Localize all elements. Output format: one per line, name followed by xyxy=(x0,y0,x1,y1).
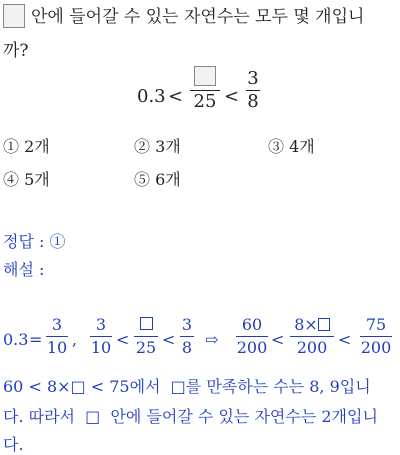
explanation-line-4: 다. xyxy=(3,435,24,454)
choice-mark: ① xyxy=(3,137,20,156)
eq-f4-den: 8 xyxy=(181,338,193,357)
question-line-1: 안에 들어갈 수 있는 자연수는 모두 몇 개입니 xyxy=(31,7,365,27)
eq-f6-den: 200 xyxy=(296,338,328,357)
eq-fraction-6 xyxy=(290,316,334,357)
eq-equals: = xyxy=(29,330,43,349)
eq-lt-3: < xyxy=(271,330,285,349)
eq-lt-1: < xyxy=(116,330,130,349)
choice-3[interactable] xyxy=(268,134,315,157)
eq-left: 0.3 xyxy=(3,330,29,349)
eq-blank-box-icon xyxy=(134,316,158,334)
eq-f6-num xyxy=(290,316,334,334)
ineq-lt-1: < xyxy=(168,86,184,107)
choice-text: 5개 xyxy=(24,170,50,189)
eq-f4-num: 3 xyxy=(181,315,193,334)
choice-mark: ④ xyxy=(3,170,20,189)
eq-f1-den: 10 xyxy=(46,338,68,357)
eq-fraction-2 xyxy=(90,316,112,357)
choice-mark: ③ xyxy=(268,137,285,156)
eq-fraction-7 xyxy=(360,316,392,357)
eq-f7-num: 75 xyxy=(365,315,387,334)
eq-lt-4: < xyxy=(338,330,352,349)
choice-text: 3개 xyxy=(155,137,181,156)
choice-text: 4개 xyxy=(289,137,315,156)
explanation-heading xyxy=(3,259,44,281)
choice-mark: ⑤ xyxy=(134,170,151,189)
choice-mark: ② xyxy=(134,137,151,156)
ineq-den-1: 25 xyxy=(193,91,217,112)
eq-f7-den: 200 xyxy=(360,338,392,357)
answer-line xyxy=(3,231,66,253)
blank-box-icon xyxy=(190,66,220,88)
ineq-left: 0.3 xyxy=(137,86,166,107)
answer-colon: : xyxy=(39,232,45,251)
eq-f5-den: 200 xyxy=(236,338,268,357)
eq-f3-den: 25 xyxy=(135,338,157,357)
eq-fraction-3 xyxy=(134,316,158,357)
choice-text: 6개 xyxy=(155,170,181,189)
answer-label: 정답 xyxy=(3,232,34,251)
question-line-2: 까? xyxy=(3,41,29,61)
eq-f6-blank-box-icon xyxy=(318,318,330,331)
ineq-num-2: 3 xyxy=(247,68,259,89)
arrow-icon: ⇨ xyxy=(205,330,219,349)
eq-fraction-1 xyxy=(46,316,68,357)
explanation-label: 해설 xyxy=(3,260,34,279)
eq-fraction-4 xyxy=(180,316,194,357)
question-inequality xyxy=(0,0,400,130)
explanation-line-3: 다. 따라서 □ 안에 들어갈 수 있는 자연수는 2개입니 xyxy=(3,407,378,426)
explanation-colon: : xyxy=(39,260,45,279)
eq-f1-num: 3 xyxy=(51,315,63,334)
choice-text: 2개 xyxy=(24,137,50,156)
ineq-fraction-1 xyxy=(190,66,220,111)
eq-lt-2: < xyxy=(162,330,176,349)
ineq-fraction-2 xyxy=(246,70,260,111)
choice-1[interactable] xyxy=(3,134,50,157)
choice-5[interactable] xyxy=(134,167,181,190)
ineq-den-2: 8 xyxy=(247,91,259,112)
eq-fraction-5 xyxy=(236,316,268,357)
eq-comma: , xyxy=(72,330,78,349)
eq-f2-num: 3 xyxy=(95,315,107,334)
answer-value: ① xyxy=(49,232,66,251)
eq-f2-den: 10 xyxy=(90,338,112,357)
choice-4[interactable] xyxy=(3,167,50,190)
ineq-lt-2: < xyxy=(224,86,240,107)
explanation-line-2: 60 < 8×□ < 75에서 □를 만족하는 수는 8, 9입니 xyxy=(3,377,371,396)
eq-f5-num: 60 xyxy=(241,315,263,334)
choice-2[interactable] xyxy=(134,134,181,157)
eq-f6-num-text: 8× xyxy=(294,315,318,334)
explanation-equation xyxy=(0,310,400,370)
